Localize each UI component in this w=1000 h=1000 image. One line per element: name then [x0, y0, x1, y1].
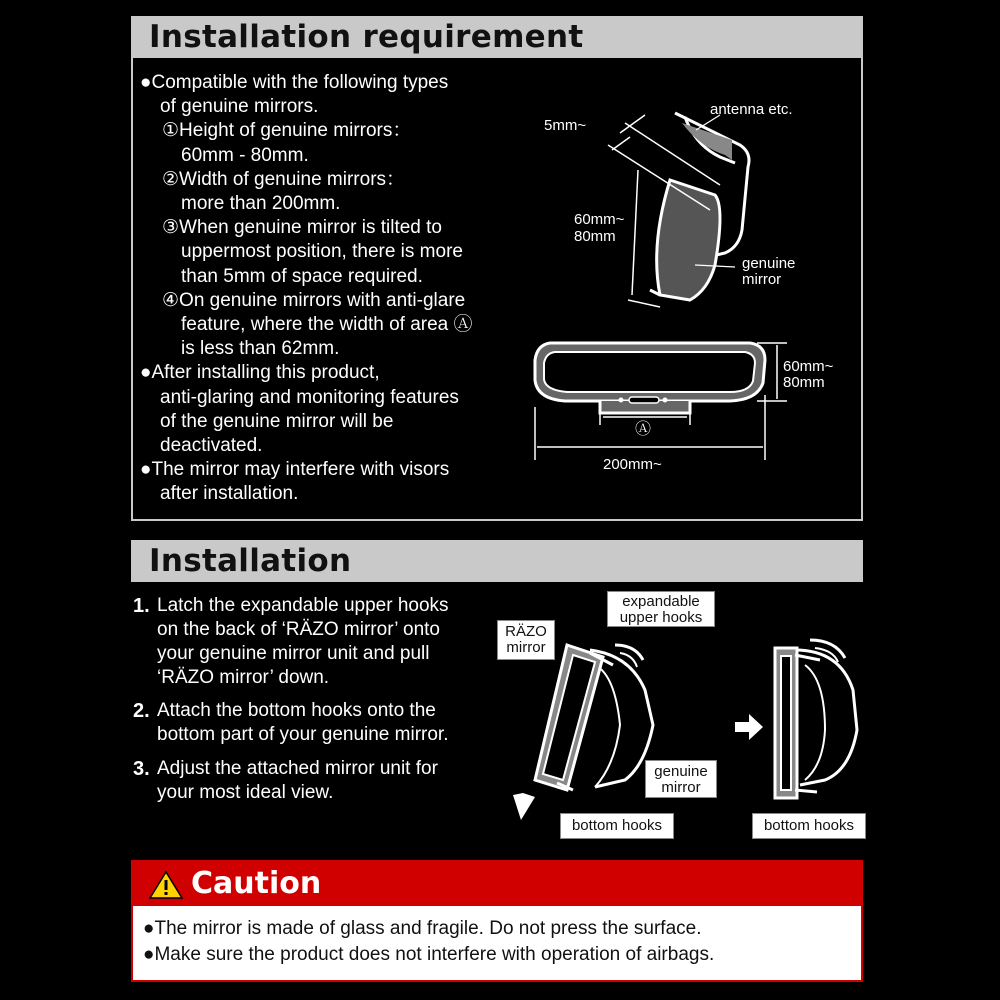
caution-line-2: ●Make sure the product does not interfere with operation of airbags. — [143, 944, 715, 965]
space-label: 5mm~ — [544, 117, 587, 134]
height-label-bottom: 80mm — [574, 228, 616, 245]
warning-triangle-icon — [149, 870, 183, 900]
step-line: your genuine mirror unit and pull — [157, 643, 430, 664]
razo-mirror-label: RÄZO mirror — [497, 620, 555, 660]
requirement-line — [181, 313, 473, 337]
genuine-label-bottom: mirror — [742, 271, 782, 288]
requirement-line — [181, 192, 340, 216]
requirement-line-text: Height of genuine mirrors： — [179, 120, 412, 142]
number-badge: ③ — [162, 217, 180, 239]
bullet-dot: ● — [140, 72, 152, 93]
requirement-line-text: The mirror may interfere with visors — [151, 459, 450, 481]
requirement-line — [160, 482, 298, 506]
requirement-line — [140, 361, 380, 385]
requirement-line-text: is less than 62mm. — [181, 338, 340, 360]
requirement-line-text: Compatible with the following types — [151, 72, 449, 93]
front-view-diagram — [525, 335, 855, 475]
caution-line-1: ●The mirror is made of glass and fragile. Do not press the surface. — [143, 918, 702, 939]
step-line: Latch the expandable upper hooks — [157, 595, 449, 616]
installation-title: Installation — [149, 543, 352, 579]
step-number: 3. — [133, 758, 150, 780]
requirement-line — [162, 119, 411, 143]
front-height-label-top: 60mm~ — [783, 358, 834, 375]
requirement-line-text: of genuine mirrors. — [160, 96, 319, 118]
caution-bar — [133, 862, 861, 906]
step-line: your most ideal view. — [157, 782, 334, 803]
installation-header — [131, 540, 863, 582]
number-badge: ④ — [162, 289, 180, 311]
step-line: Attach the bottom hooks onto the — [157, 700, 436, 721]
requirement-line-text: Width of genuine mirrors： — [179, 168, 406, 190]
requirement-line-text: 60mm - 80mm. — [181, 144, 309, 166]
antenna-label: antenna etc. — [710, 101, 793, 118]
step-line: on the back of ‘RÄZO mirror’ onto — [157, 619, 440, 640]
requirement-line — [162, 216, 442, 240]
bullet-dot: ● — [140, 362, 152, 384]
width-label: 200mm~ — [603, 456, 662, 473]
requirement-line — [162, 289, 465, 313]
requirement-line — [181, 265, 423, 289]
number-badge: ① — [162, 120, 180, 142]
requirement-line-text: After installing this product, — [151, 362, 380, 384]
requirement-line-text: than 5mm of space required. — [181, 265, 423, 287]
genuine-label-top: genuine — [742, 255, 796, 272]
right-arrow-icon — [735, 714, 765, 740]
requirement-line — [181, 337, 339, 361]
bullet-dot: ● — [140, 459, 152, 481]
requirement-line — [160, 434, 262, 458]
requirement-line — [140, 71, 448, 95]
step-line: Adjust the attached mirror unit for — [157, 758, 438, 779]
requirement-line-text: after installation. — [160, 483, 299, 505]
bottom-hooks-label-left: bottom hooks — [560, 813, 674, 839]
caution-box — [131, 860, 863, 982]
requirement-line-text: uppermost position, there is more — [181, 241, 463, 263]
requirement-title: Installation requirement — [149, 19, 584, 55]
number-badge: ② — [162, 168, 180, 190]
requirement-line-text: more than 200mm. — [181, 193, 341, 214]
step-number: 2. — [133, 700, 150, 722]
bottom-hooks-label-right: bottom hooks — [752, 813, 866, 839]
requirement-line-text: When genuine mirror is tilted to — [179, 217, 442, 239]
front-height-label-bottom: 80mm — [783, 374, 825, 391]
genuine-mirror-label: genuine mirror — [645, 760, 717, 798]
requirement-line — [181, 144, 309, 168]
requirement-line — [181, 240, 463, 264]
height-label-top: 60mm~ — [574, 211, 625, 228]
requirement-line-text: On genuine mirrors with anti-glare — [179, 289, 466, 311]
step-number: 1. — [133, 595, 150, 617]
step-line: bottom part of your genuine mirror. — [157, 724, 449, 745]
requirement-line — [160, 95, 318, 119]
step-line: ‘RÄZO mirror’ down. — [157, 667, 330, 688]
requirement-line-text: deactivated. — [160, 435, 263, 456]
area-label: Ⓐ — [635, 421, 652, 438]
caution-title: Caution — [191, 866, 322, 901]
installation-diagram-right — [765, 620, 875, 810]
requirement-line-text: feature, where the width of area Ⓐ — [181, 314, 473, 335]
requirement-line — [160, 410, 393, 434]
requirement-line-text: anti-glaring and monitoring features — [160, 386, 459, 408]
requirement-header — [131, 16, 863, 58]
requirement-line — [140, 458, 449, 482]
requirement-line — [162, 168, 405, 192]
requirement-line — [160, 386, 459, 410]
upper-hooks-label: expandable upper hooks — [607, 591, 715, 627]
requirement-line-text: of the genuine mirror will be — [160, 410, 394, 432]
